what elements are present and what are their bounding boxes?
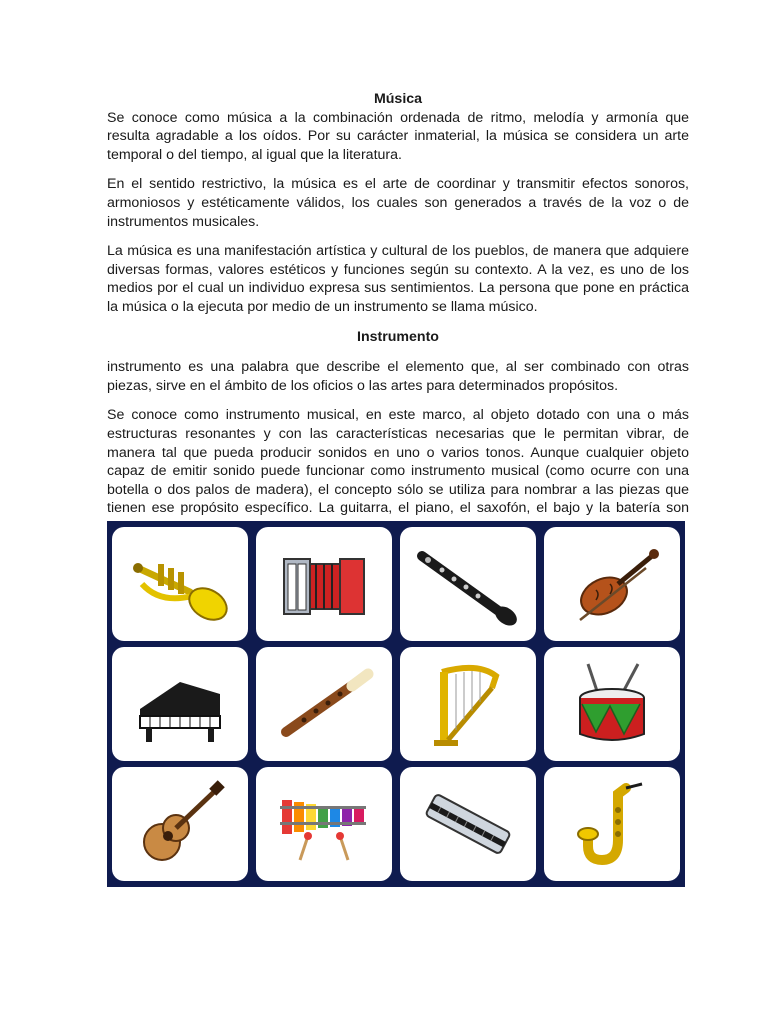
guitar-icon [120,774,240,874]
trumpet-icon [120,534,240,634]
instrument-grid [107,521,685,887]
paragraph: instrumento es una palabra que describe el elemento que, al ser combinado con otras piezas, sirve en el ámbito de los oficios o las artes para determinados propósitos. [107,359,689,394]
document-title: Música [373,91,423,107]
accordion-icon [264,534,384,634]
tile-violin [544,527,680,641]
document-body [107,90,689,547]
tile-piano [112,647,248,761]
tile-harp [400,647,536,761]
tile-accordion [256,527,392,641]
tile-drum [544,647,680,761]
tile-saxophone [544,767,680,881]
harp-icon [408,654,528,754]
tile-xylophone [256,767,392,881]
tile-recorder [256,647,392,761]
paragraph: Se conoce como música a la combinación ordenada de ritmo, melodía y armonía que resulta agradable a los oídos. Por su carácter inmaterial, la música se considera un arte temporal o del tiempo, al igual que la literatura. [107,109,689,163]
clarinet-icon [408,534,528,634]
tile-trumpet [112,527,248,641]
saxophone-icon [552,774,672,874]
piano-icon [120,654,240,754]
paragraph: Se conoce como instrumento musical, en este marco, al objeto dotado con una o más estructuras resonantes y con las características necesarias que le permitan vibrar, de manera tal que pueda producir sonidos en uno o varios tonos. Aunque cualquier objeto capaz de emitir sonido puede funcionar como instrumento musical (como ocurre con una botella o dos palos de madera), el concepto sólo se utiliza para nombrar a las piezas que tienen ese propósito específico. La guitarra, el piano, el saxofón, el bajo y la batería son [107,407,689,517]
tile-guitar [112,767,248,881]
harmonica-icon [408,774,528,874]
paragraph: La música es una manifestación artística y cultural de los pueblos, de manera que adquiere diversas formas, valores estéticos y funciones según su contexto. A la vez, es uno de los medios por el cual un individuo expresa sus sentimientos. La persona que pone en práctica la música o la ejecuta por medio de un instrumento se llama músico. [107,243,689,315]
paragraph: En el sentido restrictivo, la música es el arte de coordinar y transmitir efectos sonoros, armoniosos y estéticamente válidos, los cuales son generados a través de la voz o de instrumentos musicales. [107,176,689,230]
section-subtitle: Instrumento [357,328,439,345]
violin-icon [552,534,672,634]
drum-icon [552,654,672,754]
tile-harmonica [400,767,536,881]
tile-clarinet [400,527,536,641]
xylophone-icon [264,774,384,874]
recorder-icon [264,654,384,754]
